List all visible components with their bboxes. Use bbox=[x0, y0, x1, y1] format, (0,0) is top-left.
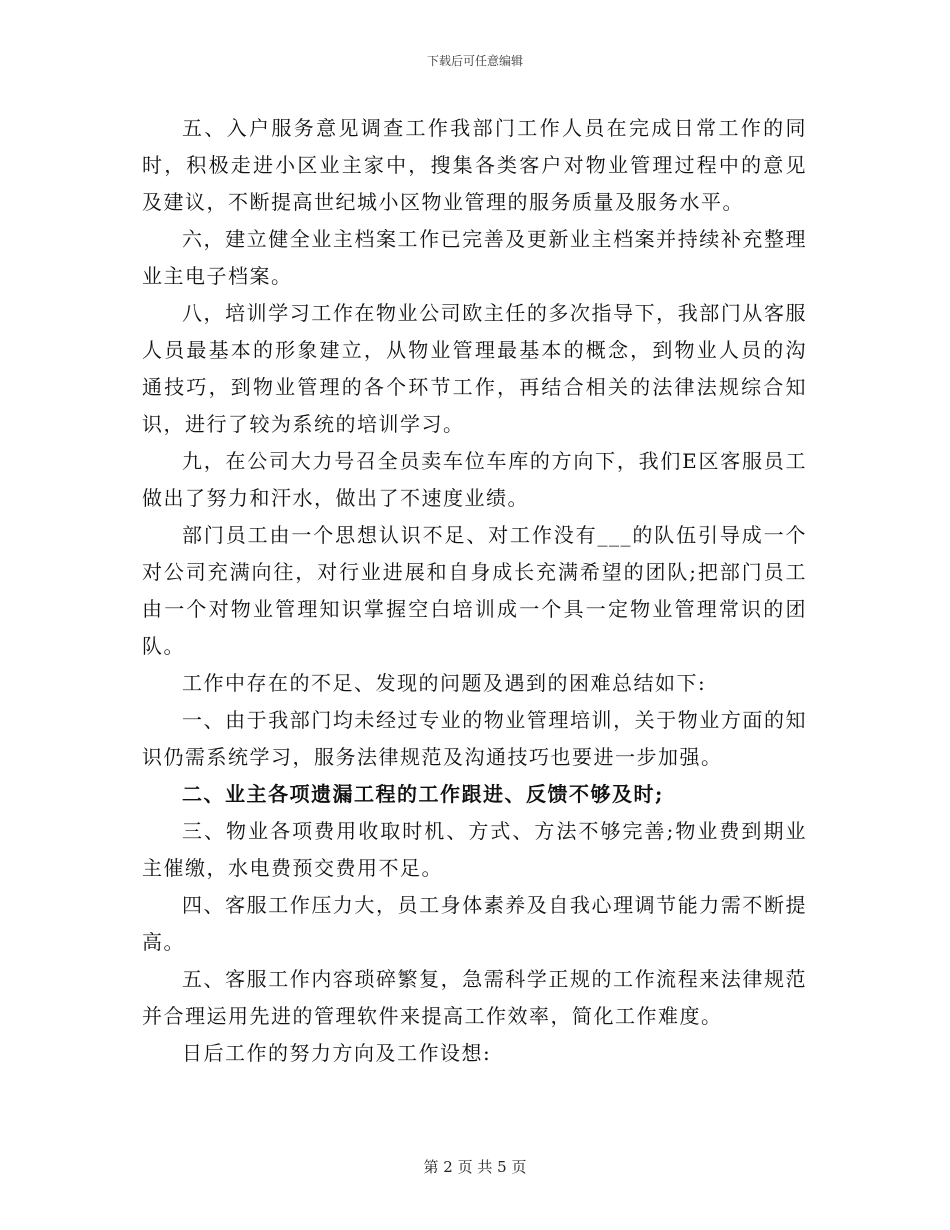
paragraph-training: 八，培训学习工作在物业公司欧主任的多次指导下，我部门从客服人员最基本的形象建立，从物业管理最基本的概念，到物业人员的沟通技巧，到物业管理的各个环节工作，再结合相关的法律法规综合知识，进行了较为系统的培训学习。 bbox=[142, 301, 807, 436]
paragraph-future-plans: 日后工作的努力方向及工作设想: bbox=[182, 1041, 492, 1065]
paragraph-shortcoming-2: 二、业主各项遗漏工程的工作跟进、反馈不够及时; bbox=[182, 782, 664, 806]
paragraph-team-growth: 部门员工由一个思想认识不足、对工作没有___的队伍引导成一个对公司充满向往，对行业进展和自身成长充满希望的团队;把部门员工由一个对物业管理知识掌握空白培训成一个具一定物业管理常识的团队。 bbox=[142, 523, 807, 658]
page-number: 第 2 页 共 5 页 bbox=[423, 1158, 527, 1176]
paragraph-owner-archive: 六，建立健全业主档案工作已完善及更新业主档案并持续补充整理业主电子档案。 bbox=[142, 227, 807, 288]
paragraph-shortcoming-3: 三、物业各项费用收取时机、方式、方法不够完善;物业费到期业主催缴，水电费预交费用不足。 bbox=[142, 819, 807, 880]
paragraph-shortcoming-4: 四、客服工作压力大，员工身体素养及自我心理调节能力需不断提高。 bbox=[142, 893, 807, 954]
page-header-note: 下载后可任意编辑 bbox=[426, 54, 523, 68]
paragraph-shortcomings-intro: 工作中存在的不足、发现的问题及遇到的困难总结如下: bbox=[182, 671, 707, 695]
paragraph-parking-sales: 九，在公司大力号召全员卖车位车库的方向下，我们E区客服员工做出了努力和汗水，做出了不速度业绩。 bbox=[142, 449, 807, 510]
paragraph-shortcoming-5: 五、客服工作内容琐碎繁复，急需科学正规的工作流程来法律规范并合理运用先进的管理软件来提高工作效率，简化工作难度。 bbox=[142, 967, 807, 1028]
paragraph-shortcoming-1: 一、由于我部门均未经过专业的物业管理培训，关于物业方面的知识仍需系统学习，服务法律规范及沟通技巧也要进一步加强。 bbox=[142, 708, 807, 769]
paragraph-survey: 五、入户服务意见调查工作我部门工作人员在完成日常工作的同时，积极走进小区业主家中，搜集各类客户对物业管理过程中的意见及建议，不断提高世纪城小区物业管理的服务质量及服务水平。 bbox=[142, 116, 807, 214]
document-body bbox=[142, 110, 807, 1072]
